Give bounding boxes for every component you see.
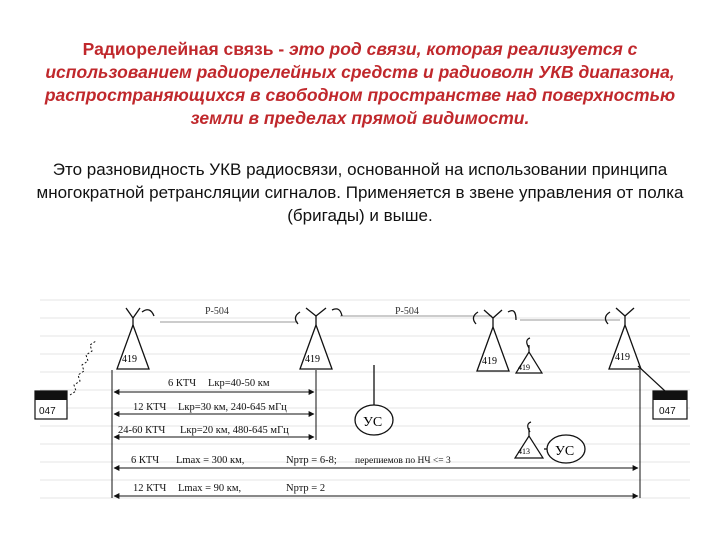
small-station-2-label: 413 [518,447,530,456]
station-2-label: 419 [305,354,320,365]
range-3-formula: Lкр=20 км, 480-645 мГц [180,425,289,436]
range-4-formula: Lmax = 300 км, [176,455,245,466]
link-label-1: Р-504 [205,306,229,317]
range-4-channels: 6 КТЧ [131,455,160,466]
terminal-right-label: 047 [659,406,676,417]
range-5-formula: Lmax = 90 км, [178,483,242,494]
station-4-label: 419 [615,352,630,363]
radio-links [160,316,620,322]
range-5-extra: Nртр = 2 [286,483,326,494]
station-3-label: 419 [482,356,497,367]
definition-text: это род связи, которая реализуется с использованием радиорелейных средств и радиоволн УКВ диапазона, распространяющихся в свободном пространстве над поверхностью земли в пределах прямой видимости. [44,39,676,128]
range-3-channels: 24-60 КТЧ [118,425,166,436]
description-text: Это разновидность УКВ радиосвязи, основанной на использовании принципа многократной ретрансляции сигналов. Применяется в звене управления от полка (бригады) и выше. [36,160,684,225]
range-2-channels: 12 КТЧ [133,402,167,413]
station-1-label: 419 [122,354,137,365]
range-1-formula: Lкр=40-50 км [208,378,270,389]
link-label-2: Р-504 [395,306,419,317]
range-4-extra: Nртр = 6-8; [286,455,337,466]
us-node-2-label: УС [555,444,575,459]
terminal-right-link [638,366,665,391]
range-4-note: перепиемов по НЧ <= 3 [355,456,451,466]
range-1-channels: 6 КТЧ [168,378,197,389]
small-station-1-label: 419 [518,363,530,372]
range-2-formula: Lкр=30 км, 240-645 мГц [178,402,287,413]
wire-link-left [70,341,96,395]
range-5-channels: 12 КТЧ [133,483,167,494]
us-node-1-label: УС [363,415,383,430]
terminal-left-label: 047 [39,406,56,417]
definition-term: Радиорелейная связь - [82,39,290,59]
